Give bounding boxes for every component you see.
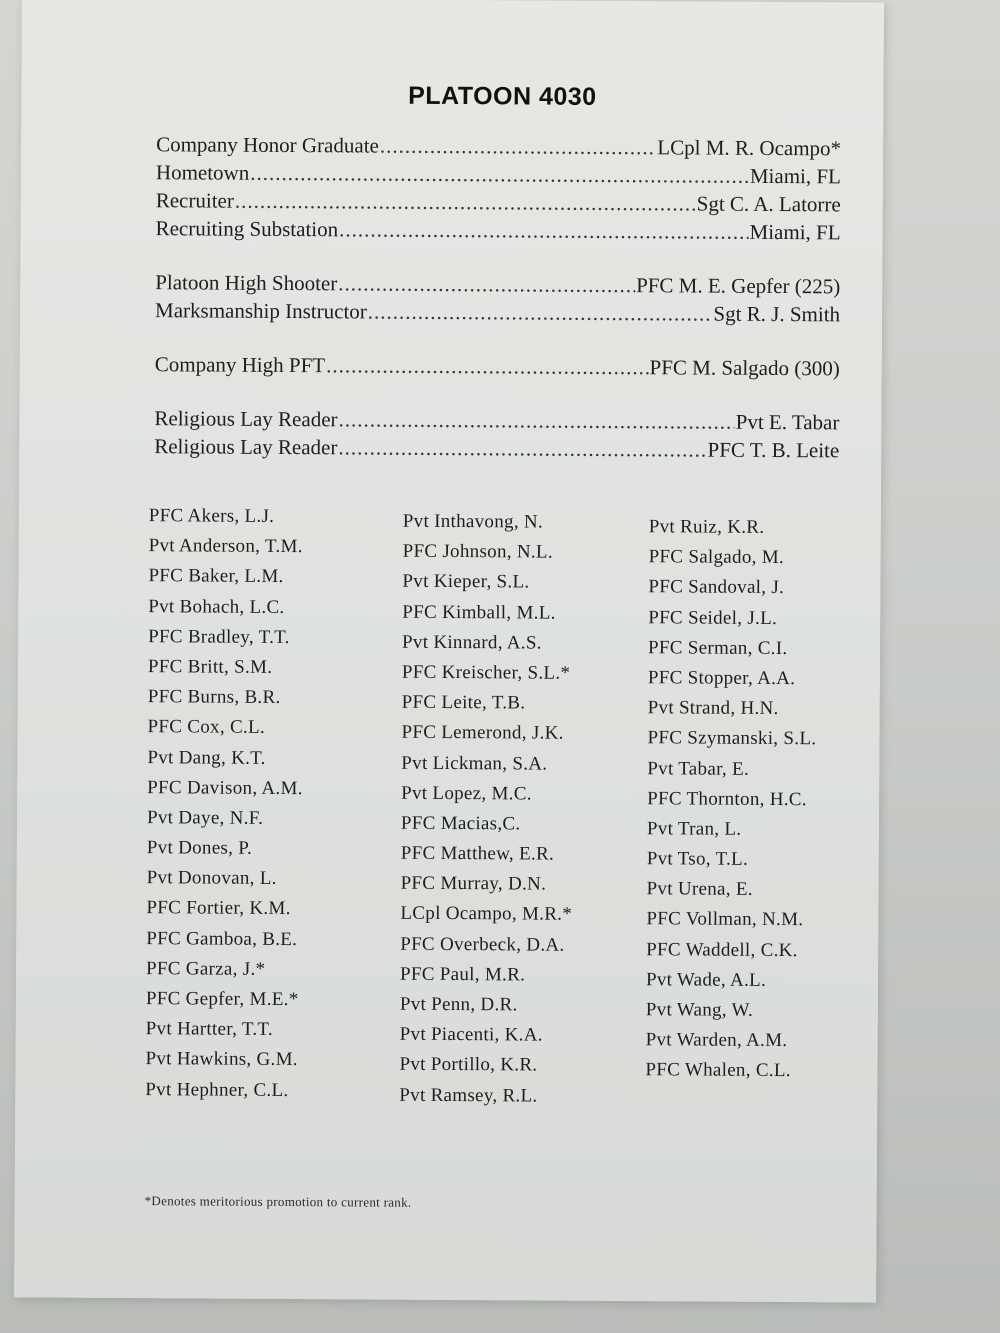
roster-name: Pvt Kinnard, A.S. <box>402 631 542 654</box>
role-row-honor-graduate <box>156 132 841 164</box>
role-label: Marksmanship Instructor <box>155 298 367 324</box>
role-row-recruiting-substation <box>156 216 841 248</box>
roster-name: PFC Bradley, T.T. <box>148 625 290 648</box>
roster-name: Pvt Lopez, M.C. <box>401 782 532 805</box>
dot-leader <box>339 217 749 245</box>
dot-leader <box>338 271 635 298</box>
roster-name: PFC Paul, M.R. <box>399 963 526 986</box>
roster-name: PFC Cox, C.L. <box>147 716 266 739</box>
roster-name: Pvt Daye, N.F. <box>146 807 264 829</box>
roster-name: PFC Seidel, J.L. <box>648 606 778 629</box>
roster-name: Pvt Kieper, S.L. <box>402 571 530 593</box>
roster-name: PFC Johnson, N.L. <box>402 540 553 563</box>
role-label: Platoon High Shooter <box>155 270 338 296</box>
role-value: Sgt R. J. Smith <box>713 301 841 327</box>
roster-name: Pvt Penn, D.R. <box>399 993 518 1016</box>
role-value: LCpl M. R. Ocampo* <box>657 135 842 161</box>
roster-name: PFC Vollman, N.M. <box>646 908 804 931</box>
roster-name: PFC Baker, L.M. <box>148 565 284 588</box>
roster-name: PFC Burns, B.R. <box>147 686 281 709</box>
dot-leader <box>235 189 696 217</box>
roster-name: PFC Lemerond, J.K. <box>401 722 564 745</box>
role-row-marksmanship-instructor <box>155 298 840 330</box>
role-label: Company High PFT <box>154 352 326 378</box>
roster-name: PFC Stopper, A.A. <box>647 667 796 690</box>
dot-leader <box>380 134 657 161</box>
roster-name: Pvt Portillo, K.R. <box>399 1054 538 1076</box>
dot-leader <box>338 407 734 434</box>
roster-name: Pvt Hawkins, G.M. <box>145 1048 298 1071</box>
roster-name: Pvt Warden, A.M. <box>645 1029 788 1052</box>
dot-leader <box>326 353 649 380</box>
roster-name: Pvt Inthavong, N. <box>402 510 544 533</box>
roster-name: PFC Garza, J.* <box>146 957 266 980</box>
roster-column-1 <box>145 501 389 1106</box>
role-row-recruiter <box>156 188 841 220</box>
roster-name: Pvt Wade, A.L. <box>645 969 767 991</box>
roster-name: PFC Whalen, C.L. <box>645 1059 791 1082</box>
yearbook-page <box>14 0 884 1303</box>
roster-name: Pvt Urena, E. <box>646 878 753 901</box>
roster-name: Pvt Hephner, C.L. <box>145 1078 289 1101</box>
page-title: PLATOON 4030 <box>408 81 597 111</box>
roster-name: PFC Serman, C.I. <box>647 636 788 659</box>
roles-list <box>154 132 841 466</box>
roster-name: Pvt Hartter, T.T. <box>145 1018 274 1041</box>
roster-name: PFC Matthew, E.R. <box>400 842 555 865</box>
role-row-lay-reader-2 <box>154 434 839 466</box>
dot-leader <box>368 299 713 326</box>
roster-name: Pvt Anderson, T.M. <box>148 535 303 558</box>
roster-name: PFC Gepfer, M.E.* <box>145 988 299 1011</box>
role-row-lay-reader-1 <box>154 406 839 438</box>
roster-name: Pvt Dones, P. <box>146 837 253 859</box>
roster-name: PFC Overbeck, D.A. <box>400 933 565 956</box>
roster-name: PFC Akers, L.J. <box>148 505 275 527</box>
roster-name: Pvt Donovan, L. <box>146 867 277 890</box>
role-label: Recruiting Substation <box>155 216 339 242</box>
roster-name: PFC Kimball, M.L. <box>402 601 556 624</box>
roster-name: PFC Szymanski, S.L. <box>647 727 817 750</box>
dot-leader <box>338 435 706 462</box>
roster-name: LCpl Ocampo, M.R.* <box>400 903 573 926</box>
roster-name: PFC Macias,C. <box>400 812 521 835</box>
roster-name: PFC Salgado, M. <box>648 546 785 569</box>
roster-name: Pvt Tran, L. <box>646 818 742 840</box>
roster-name: PFC Thornton, H.C. <box>647 787 807 810</box>
roster-column-3 <box>645 512 888 1087</box>
roster-name: PFC Waddell, C.K. <box>646 938 798 961</box>
role-label: Religious Lay Reader <box>154 434 338 460</box>
roster-name: PFC Sandoval, J. <box>648 576 785 599</box>
role-label: Religious Lay Reader <box>154 406 338 432</box>
role-value: PFC T. B. Leite <box>707 437 840 463</box>
roster-name: Pvt Tso, T.L. <box>646 848 749 870</box>
dot-leader <box>250 161 749 189</box>
role-value: Pvt E. Tabar <box>735 409 840 435</box>
roster-name: Pvt Ruiz, K.R. <box>648 516 765 538</box>
role-label: Recruiter <box>155 188 234 213</box>
role-value: Miami, FL <box>749 219 841 245</box>
roster-name: PFC Gamboa, B.E. <box>146 927 298 950</box>
roster-name: Pvt Ramsey, R.L. <box>399 1084 538 1107</box>
roster-name: Pvt Tabar, E. <box>647 757 750 780</box>
role-value: Miami, FL <box>749 163 842 189</box>
role-value: PFC M. E. Gepfer (225) <box>636 273 841 299</box>
roster-name: PFC Kreischer, S.L.* <box>401 661 571 684</box>
role-row-high-shooter <box>155 270 840 302</box>
roster-name: Pvt Strand, H.N. <box>647 697 779 720</box>
roster-name: PFC Leite, T.B. <box>401 691 526 714</box>
roster-name: PFC Britt, S.M. <box>147 656 273 678</box>
role-label: Hometown <box>155 160 250 185</box>
role-value: Sgt C. A. Latorre <box>696 191 841 217</box>
roster-name: Pvt Lickman, S.A. <box>401 752 548 775</box>
role-row-high-pft <box>155 352 840 384</box>
roster-name: Pvt Dang, K.T. <box>147 746 266 769</box>
roster-name: PFC Murray, D.N. <box>400 872 547 895</box>
roster-column-2 <box>399 507 643 1112</box>
role-label: Company Honor Graduate <box>156 132 379 158</box>
roster-name: PFC Fortier, K.M. <box>146 897 291 920</box>
footnote: *Denotes meritorious promotion to current rank. <box>144 1193 412 1210</box>
role-row-hometown <box>156 160 841 192</box>
roster-name: Pvt Bohach, L.C. <box>148 595 285 618</box>
roster-name: PFC Davison, A.M. <box>147 776 303 799</box>
roster-name: Pvt Wang, W. <box>645 999 754 1021</box>
role-value: PFC M. Salgado (300) <box>649 355 840 381</box>
roster-name: Pvt Piacenti, K.A. <box>399 1023 543 1046</box>
